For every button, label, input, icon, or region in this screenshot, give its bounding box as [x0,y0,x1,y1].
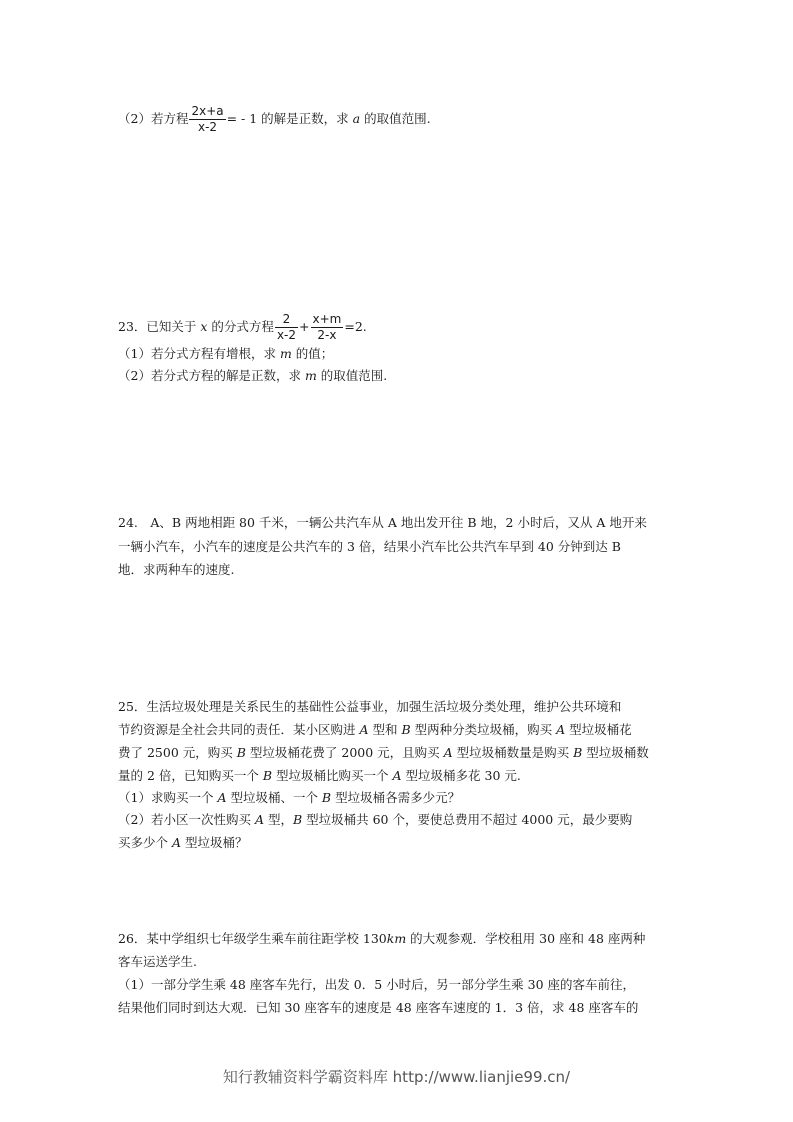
q26-part1-line-1: （1）一部分学生乘 48 座客车先行，出发 0．5 小时后，另一部分学生乘 30 座的客车前往， [118,977,636,992]
q25-part2-b: 型， [263,812,293,827]
q23-fraction-2-denominator: 2-x [317,328,337,342]
q26-line-1 [118,929,645,949]
q25-line4-c: 型垃圾桶多花 30 元. [401,768,521,783]
q23-part1 [118,344,333,364]
q25-var-a: A [359,722,369,737]
q25-part2-line2-b: 型垃圾桶？ [181,835,248,850]
q23-stem [118,312,367,343]
q25-part1-b: 型垃圾桶、一个 [226,790,322,805]
q25-var-a: A [556,722,566,737]
q23-part1-text-a: （1）若分式方程有增根，求 [118,346,280,361]
q26-unit: km [386,931,407,946]
q22-part2 [118,104,431,135]
q23-fraction-2 [311,312,344,343]
q22-fraction-numerator: 2x+a [191,104,224,118]
q26-line1-b: 的大观参观．学校租用 30 座和 48 座两种 [406,931,646,946]
q23-part1-text-b: 的值； [291,346,334,361]
q24-line-3: 地．求两种车的速度. [118,562,235,577]
q25-line-2 [118,720,632,740]
q25-var-a: A [254,812,264,827]
q23-fraction-2-numerator: x+m [312,312,342,326]
q25-line4-a: 量的 2 倍，已知购买一个 [118,768,263,783]
q25-line2-a: 节约资源是全社会共同的责任．某小区购进 [118,722,360,737]
q22-var-a: a [352,111,361,126]
q25-line-1: 25．生活垃圾处理是关系民生的基础性公益事业，加强生活垃圾分类处理，维护公共环境和 [118,699,622,714]
q25-part2-c: 型垃圾桶共 60 个，要使总费用不超过 4000 元，最少要购 [302,812,633,827]
q23-plus: + [299,319,310,334]
q23-var-x: x [200,319,208,334]
q25-line2-b: 型和 [368,722,402,737]
q25-part2-line2-a: 买多少个 [118,835,172,850]
q23-part2 [118,366,387,386]
q26-line1-a: 26．某中学组织七年级学生乘车前往距学校 130 [118,931,387,946]
q25-var-a: A [217,790,227,805]
q26-part1-line-2: 结果他们同时到达大观．已知 30 座客车的速度是 48 座客车速度的 1．3 倍，求 48 座客车的 [118,1000,639,1015]
q25-part1-c: 型垃圾桶各需多少元？ [331,790,461,805]
q25-var-b: B [292,812,303,827]
q25-line3-b: 型垃圾桶花费了 2000 元，且购买 [245,745,444,760]
q25-line2-d: 型垃圾桶花 [565,722,632,737]
q25-line3-c: 型垃圾桶数量是购买 [452,745,574,760]
q25-var-b: B [321,790,332,805]
q22-fraction [189,104,225,135]
q23-mid: 的分式方程 [207,319,274,334]
q22-part2-prefix: （2）若方程 [118,111,189,126]
q23-prefix: 23．已知关于 [118,319,201,334]
q25-line4-b: 型垃圾桶比购买一个 [272,768,393,783]
q25-part1 [118,788,460,808]
q25-line3-a: 费了 2500 元，购买 [118,745,237,760]
q25-part2 [118,810,632,830]
q25-part1-a: （1）求购买一个 [118,790,218,805]
q25-line2-c: 型两种分类垃圾桶，购买 [410,722,557,737]
q22-part2-suffix-2: 的取值范围. [360,111,431,126]
q25-var-b: B [401,722,411,737]
q26-line-2: 客车运送学生. [118,954,197,969]
q23-part2-var: m [304,368,317,383]
q22-part2-suffix-1: = - 1 的解是正数，求 [226,111,353,126]
q23-eq: =2. [344,319,367,334]
q23-part2-text-a: （2）若分式方程的解是正数，求 [118,368,305,383]
q25-var-a: A [171,835,182,850]
q24-line-2: 一辆小汽车，小汽车的速度是公共汽车的 3 倍，结果小汽车比公共汽车早到 40 分钟到达 B [118,539,621,554]
q25-line-3 [118,743,649,763]
q22-fraction-denominator: x-2 [197,120,218,134]
q23-part1-var: m [279,346,292,361]
q23-part2-text-b: 的取值范围. [316,368,388,383]
q25-var-a: A [392,768,402,783]
q25-var-a: A [443,745,453,760]
q25-var-b: B [236,745,246,760]
q23-fraction-1 [275,312,298,343]
q25-part2-line-2 [118,833,248,853]
q25-line-4 [118,766,521,786]
q25-var-b: B [573,745,583,760]
q23-fraction-1-denominator: x-2 [276,328,297,342]
q24-line-1: 24. A、B 两地相距 80 千米，一辆公共汽车从 A 地出发开往 B 地，2 小时后，又从 A 地开来 [118,515,647,530]
q25-var-b: B [262,768,273,783]
q23-fraction-1-numerator: 2 [275,312,298,328]
footer-watermark: 知行教辅资料学霸资料库 http://www.lianjie99.cn/ [222,1068,571,1086]
q25-line3-d: 型垃圾桶数 [582,745,649,760]
q25-part2-a: （2）若小区一次性购买 [118,812,255,827]
